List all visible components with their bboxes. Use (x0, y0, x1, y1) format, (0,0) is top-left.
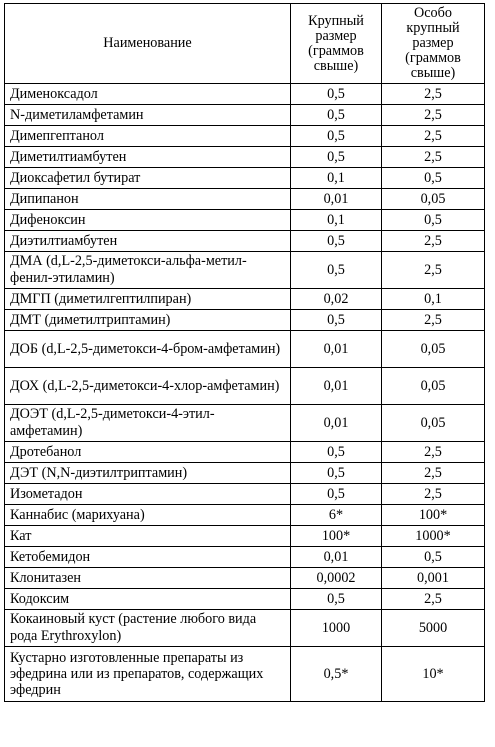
table-row (5, 168, 485, 189)
table-row (5, 505, 485, 526)
extra-large-size-cell: 0,001 (382, 568, 485, 589)
extra-large-size-cell: 0,1 (382, 289, 485, 310)
large-size-cell: 0,01 (291, 405, 382, 442)
substance-name-cell: N-диметиламфетамин (5, 105, 291, 126)
large-size-cell: 100* (291, 526, 382, 547)
large-size-cell: 0,5 (291, 126, 382, 147)
header-extra-large-size: Особо крупный размер (граммов свыше) (382, 4, 485, 84)
substance-name-cell: ДЭТ (N,N-диэтилтриптамин) (5, 463, 291, 484)
substance-name-cell: Клонитазен (5, 568, 291, 589)
substance-name-cell: Кат (5, 526, 291, 547)
substance-name-cell: Дименоксадол (5, 84, 291, 105)
large-size-cell: 0,5 (291, 310, 382, 331)
large-size-cell: 0,5 (291, 589, 382, 610)
extra-large-size-cell: 0,05 (382, 368, 485, 405)
table-row (5, 310, 485, 331)
table-row (5, 210, 485, 231)
large-size-cell: 0,5 (291, 252, 382, 289)
table-row (5, 484, 485, 505)
large-size-cell: 1000 (291, 610, 382, 647)
substance-name-cell: Каннабис (марихуана) (5, 505, 291, 526)
extra-large-size-cell: 2,5 (382, 484, 485, 505)
table-row (5, 84, 485, 105)
table-row (5, 547, 485, 568)
table-row (5, 368, 485, 405)
substance-name-cell: ДОЭТ (d,L-2,5-диметокси-4-этил-амфетамин) (5, 405, 291, 442)
table-header-row (5, 4, 485, 84)
large-size-cell: 0,5 (291, 442, 382, 463)
extra-large-size-cell: 0,05 (382, 331, 485, 368)
extra-large-size-cell: 10* (382, 647, 485, 702)
substance-name-cell: Диэтилтиамбутен (5, 231, 291, 252)
large-size-cell: 0,5 (291, 105, 382, 126)
table-row (5, 442, 485, 463)
extra-large-size-cell: 2,5 (382, 105, 485, 126)
table-row (5, 568, 485, 589)
extra-large-size-cell: 0,5 (382, 168, 485, 189)
table-row (5, 463, 485, 484)
substance-name-cell: ДМГП (диметилгептилпиран) (5, 289, 291, 310)
substance-name-cell: Диоксафетил бутират (5, 168, 291, 189)
substance-name-cell: Кодоксим (5, 589, 291, 610)
extra-large-size-cell: 0,5 (382, 547, 485, 568)
large-size-cell: 0,5 (291, 231, 382, 252)
extra-large-size-cell: 2,5 (382, 310, 485, 331)
substance-name-cell: ДОХ (d,L-2,5-диметокси-4-хлор-амфетамин) (5, 368, 291, 405)
large-size-cell: 0,5 (291, 484, 382, 505)
table-row (5, 252, 485, 289)
table-row (5, 147, 485, 168)
header-name: Наименование (5, 4, 291, 84)
table-row (5, 610, 485, 647)
extra-large-size-cell: 100* (382, 505, 485, 526)
extra-large-size-cell: 2,5 (382, 252, 485, 289)
extra-large-size-cell: 0,05 (382, 189, 485, 210)
table-row (5, 405, 485, 442)
large-size-cell: 0,02 (291, 289, 382, 310)
table-row (5, 189, 485, 210)
substance-name-cell: Диметилтиамбутен (5, 147, 291, 168)
extra-large-size-cell: 1000* (382, 526, 485, 547)
substance-name-cell: Димепгептанол (5, 126, 291, 147)
substance-name-cell: Кокаиновый куст (растение любого вида рода Erythroxylon) (5, 610, 291, 647)
table-row (5, 126, 485, 147)
extra-large-size-cell: 5000 (382, 610, 485, 647)
large-size-cell: 0,1 (291, 168, 382, 189)
substance-name-cell: Дипипанон (5, 189, 291, 210)
table-row (5, 647, 485, 702)
large-size-cell: 0,1 (291, 210, 382, 231)
narcotics-size-table (4, 3, 485, 702)
large-size-cell: 6* (291, 505, 382, 526)
substance-name-cell: Кустарно изготовленные препараты из эфедрина или из препаратов, содержащих эфедрин (5, 647, 291, 702)
table-row (5, 105, 485, 126)
table-row (5, 231, 485, 252)
header-large-size: Крупный размер (граммов свыше) (291, 4, 382, 84)
substance-name-cell: ДМА (d,L-2,5-диметокси-альфа-метил-фенил-этиламин) (5, 252, 291, 289)
table-row (5, 589, 485, 610)
large-size-cell: 0,01 (291, 189, 382, 210)
substance-name-cell: ДМТ (диметилтриптамин) (5, 310, 291, 331)
substance-name-cell: Дифеноксин (5, 210, 291, 231)
extra-large-size-cell: 2,5 (382, 231, 485, 252)
extra-large-size-cell: 2,5 (382, 126, 485, 147)
substance-name-cell: Кетобемидон (5, 547, 291, 568)
extra-large-size-cell: 2,5 (382, 147, 485, 168)
extra-large-size-cell: 2,5 (382, 442, 485, 463)
substance-name-cell: Дротебанол (5, 442, 291, 463)
large-size-cell: 0,0002 (291, 568, 382, 589)
extra-large-size-cell: 2,5 (382, 589, 485, 610)
large-size-cell: 0,01 (291, 331, 382, 368)
large-size-cell: 0,5* (291, 647, 382, 702)
table-row (5, 289, 485, 310)
large-size-cell: 0,01 (291, 368, 382, 405)
substance-name-cell: ДОБ (d,L-2,5-диметокси-4-бром-амфетамин) (5, 331, 291, 368)
extra-large-size-cell: 0,5 (382, 210, 485, 231)
table-row (5, 526, 485, 547)
extra-large-size-cell: 0,05 (382, 405, 485, 442)
large-size-cell: 0,5 (291, 84, 382, 105)
extra-large-size-cell: 2,5 (382, 463, 485, 484)
large-size-cell: 0,01 (291, 547, 382, 568)
extra-large-size-cell: 2,5 (382, 84, 485, 105)
substance-name-cell: Изометадон (5, 484, 291, 505)
large-size-cell: 0,5 (291, 147, 382, 168)
table-row (5, 331, 485, 368)
table-body (5, 84, 485, 702)
large-size-cell: 0,5 (291, 463, 382, 484)
